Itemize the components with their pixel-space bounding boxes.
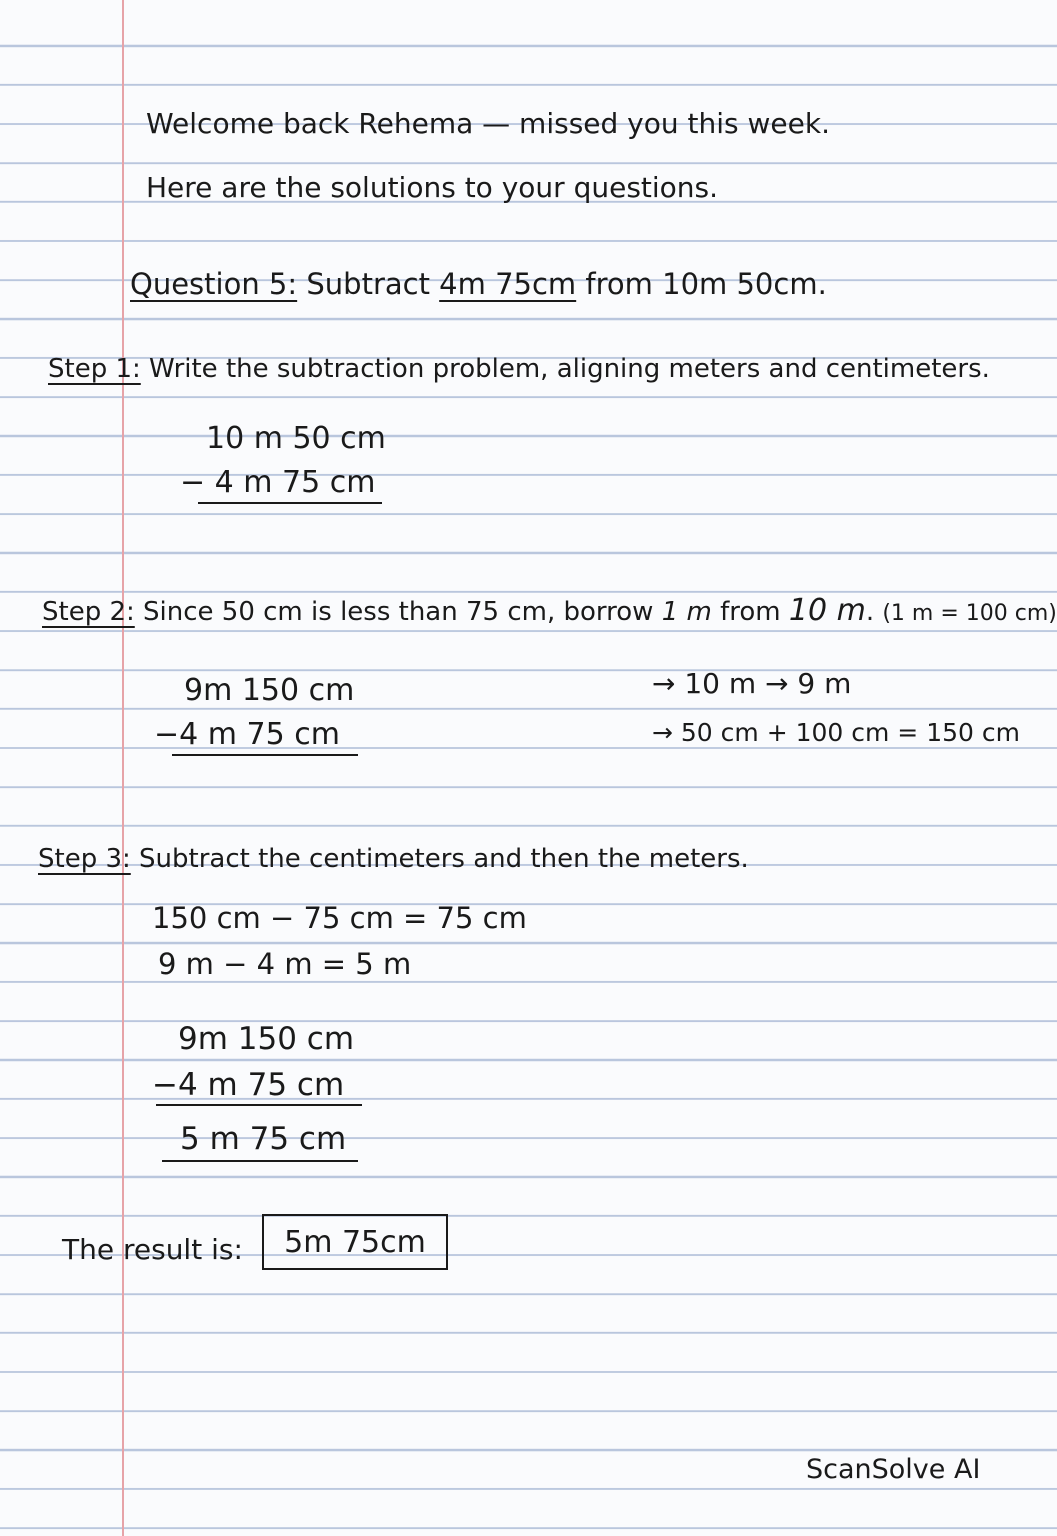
step3-meters-equation: 9 m − 4 m = 5 m [158,947,412,981]
step1-label: Step 1: [48,354,141,384]
question-heading [130,267,827,301]
step2-text-c: . [865,597,875,627]
step2-subtrahend: −4 m 75 cm [154,717,340,752]
step2-borrow-meters: → 10 m → 9 m [652,667,852,700]
footer-brand: ScanSolve AI [806,1454,981,1485]
result-value: 5m 75cm [284,1224,426,1260]
question-label: Question 5: [130,267,298,301]
question-verb: Subtract [306,267,430,301]
result-box [262,1214,448,1270]
step2-borrow-centimeters: → 50 cm + 100 cm = 150 cm [652,718,1020,747]
step3-text: Subtract the centimeters and then the meters. [139,844,749,874]
step2-heading [42,593,1057,628]
step2-text-b: from [711,597,789,627]
greeting-line: Welcome back Rehema — missed you this week. [146,107,830,140]
step3-heading [38,846,749,872]
step1-text: Write the subtraction problem, aligning meters and centimeters. [149,354,990,384]
result-label: The result is: [62,1233,243,1266]
step3-subtrahend: −4 m 75 cm [152,1067,345,1103]
notebook-margin-line [122,0,124,1536]
step1-minuend: 10 m 50 cm [206,421,386,456]
step3-label: Step 3: [38,844,131,874]
question-rest: from 10m 50cm. [585,267,827,301]
step2-conversion-note: (1 m = 100 cm) [882,601,1057,626]
step2-borrow: 1 m [661,597,712,627]
step3-difference: 5 m 75 cm [180,1121,347,1157]
step2-text-a: Since 50 cm is less than 75 cm, borrow [143,597,662,627]
step1-sum-line [198,502,382,504]
step2-sum-line [172,754,358,756]
step3-centimeters-equation: 150 cm − 75 cm = 75 cm [152,901,527,935]
step3-minuend: 9m 150 cm [178,1021,355,1057]
step3-sum-line [156,1104,362,1106]
intro-line: Here are the solutions to your questions. [146,171,719,204]
question-amount: 4m 75cm [439,267,577,301]
step2-label: Step 2: [42,597,135,627]
step1-heading [48,356,990,382]
step1-subtrahend: − 4 m 75 cm [180,465,376,500]
step2-from: 10 m [788,593,866,628]
step2-minuend: 9m 150 cm [184,673,355,708]
step3-answer-underline [162,1160,358,1162]
